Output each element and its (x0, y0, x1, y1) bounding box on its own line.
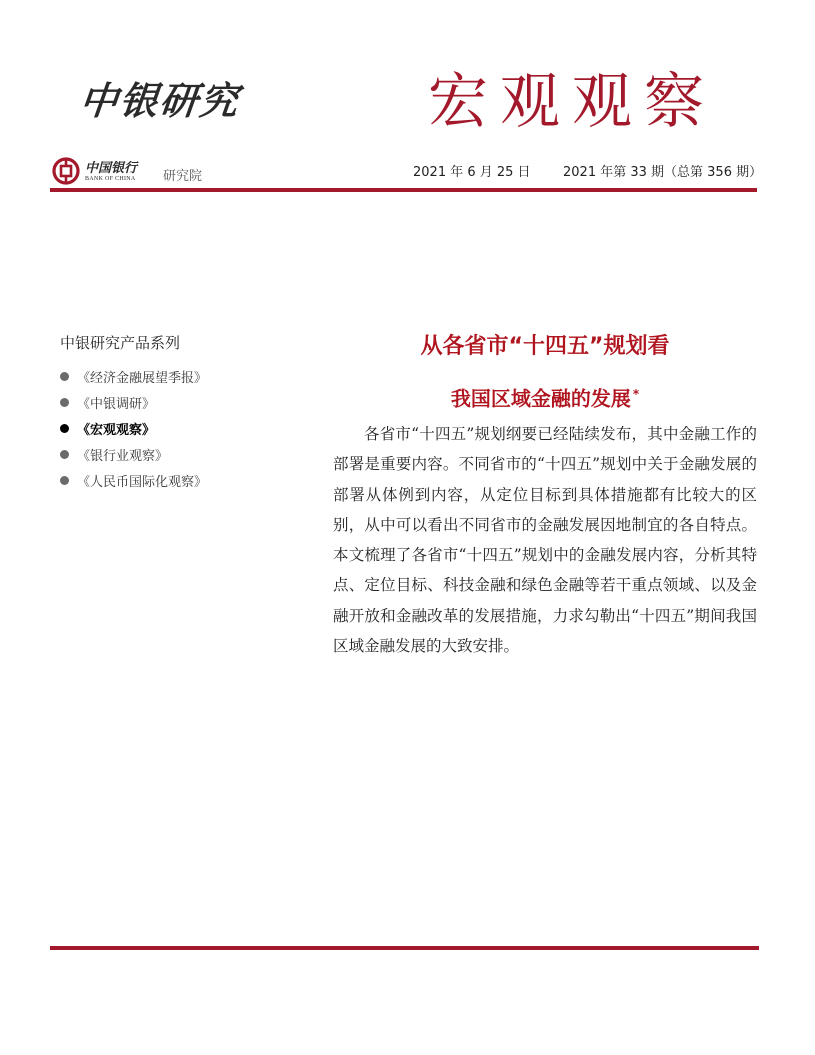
bullet-icon (60, 372, 69, 381)
product-series-sidebar (60, 332, 310, 493)
sidebar-item-economic-outlook[interactable] (60, 363, 310, 389)
article (333, 328, 757, 677)
bullet-icon (60, 424, 69, 433)
series-title: 宏观观察 (428, 67, 716, 137)
footer-divider (50, 946, 759, 950)
bullet-icon (60, 476, 69, 485)
sidebar-item-label: 《中银调研》 (77, 396, 156, 412)
sidebar-heading: 中银研究产品系列 (60, 334, 181, 352)
sidebar-item-label: 《人民币国际化观察》 (77, 474, 208, 490)
product-series-list (60, 363, 310, 493)
sidebar-item-banking-observation[interactable] (60, 441, 310, 467)
bank-of-china-logo-icon (52, 157, 80, 185)
header-divider (50, 188, 757, 192)
publication-date: 2021 年 6 月 25 日 (413, 165, 531, 180)
sidebar-item-rmb-internationalization[interactable] (60, 467, 310, 493)
article-title-line2-text: 我国区域金融的发展 (450, 386, 631, 411)
bullet-icon (60, 450, 69, 459)
sidebar-item-label: 《银行业观察》 (77, 448, 169, 464)
footnote-mark: * (632, 387, 640, 401)
article-title-line2 (333, 376, 757, 412)
sidebar-item-macro-observation[interactable] (60, 415, 310, 441)
article-abstract: 各省市“十四五”规划纲要已经陆续发布，其中金融工作的部署是重要内容。不同省市的“十四五”规划中关于金融发展的部署从体例到内容，从定位目标到具体措施都有比较大的区别，从中可以看出不同省市的金融发展因地制宜的各自特点。本文梳理了各省市“十四五”规划中的金融发展内容，分析其特点、定位目标、科技金融和绿色金融等若干重点领域、以及金融开放和金融改革的发展措施，力求勾勒出“十四五”期间我国区域金融发展的大致安排。 (333, 425, 757, 656)
institute-label: 研究院 (163, 169, 203, 184)
bank-name-en: BANK OF CHINA (85, 176, 136, 182)
sidebar-item-label: 《经济金融展望季报》 (77, 370, 208, 386)
issue-number: 2021 年第 33 期（总第 356 期） (563, 165, 763, 180)
sidebar-item-label: 《宏观观察》 (77, 422, 156, 438)
article-title-line1: 从各省市“十四五”规划看 (420, 334, 670, 359)
sidebar-item-boc-research[interactable] (60, 389, 310, 415)
brand-calligraphy-logo: 中银研究 (77, 78, 243, 123)
bullet-icon (60, 398, 69, 407)
bank-name-cn: 中国银行 (85, 161, 138, 176)
